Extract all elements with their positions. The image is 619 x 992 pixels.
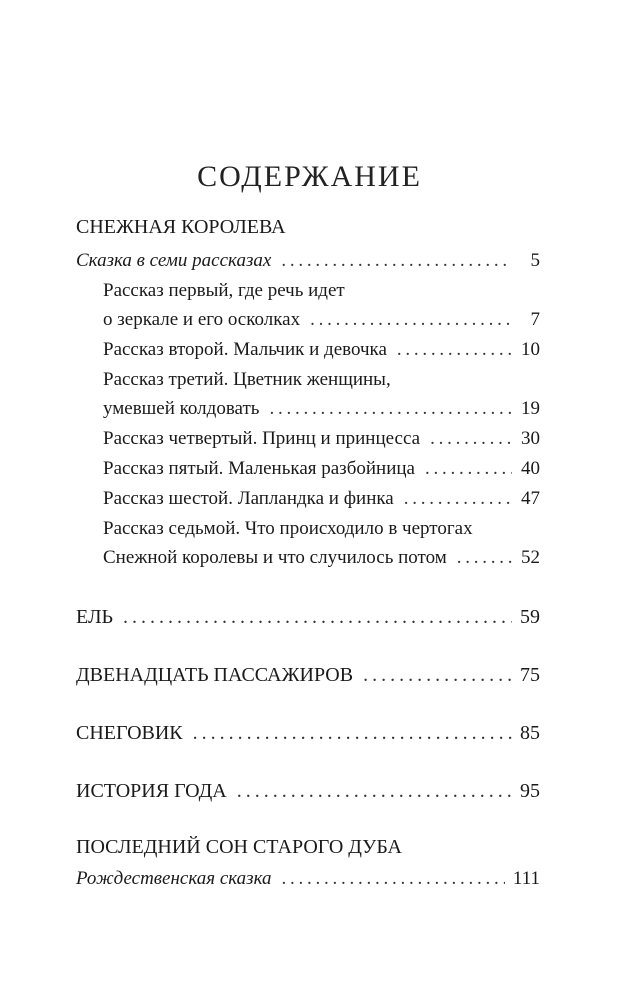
- toc-entry-snow-queen[interactable]: [76, 212, 540, 242]
- dot-leader: [269, 394, 512, 424]
- toc-entry-story-6[interactable]: [103, 484, 540, 514]
- toc-entry-last-dream-old-oak[interactable]: [76, 832, 540, 862]
- toc-entry-story-7[interactable]: [103, 514, 540, 544]
- page-number: 7: [530, 309, 540, 330]
- page-title: СОДЕРЖАНИЕ: [197, 160, 422, 194]
- toc-entry-title: ИСТОРИЯ ГОДА: [76, 780, 227, 802]
- toc-entry-title: умевшей колдовать: [103, 398, 260, 419]
- page-number: 95: [520, 780, 540, 802]
- page-number: 111: [512, 868, 540, 889]
- page-number: 10: [521, 339, 540, 360]
- toc-entry-story-3[interactable]: [103, 365, 540, 395]
- toc-entry-twelve-passengers[interactable]: [76, 660, 540, 690]
- page-number: 5: [530, 250, 540, 271]
- toc-entry-fir-tree[interactable]: [76, 602, 540, 632]
- toc-entry-story-3-cont[interactable]: [103, 394, 540, 424]
- toc-entry-title: СНЕЖНАЯ КОРОЛЕВА: [76, 216, 286, 238]
- toc-entry-title: Рождественская сказка: [76, 868, 272, 889]
- dot-leader: [404, 484, 512, 514]
- toc-entry-title: ЕЛЬ: [76, 606, 114, 628]
- page-number: 52: [521, 547, 540, 568]
- dot-leader: [397, 335, 512, 365]
- dot-leader: [457, 543, 512, 573]
- dot-leader: [193, 718, 512, 748]
- toc-entry-title: Рассказ третий. Цветник женщины,: [103, 369, 391, 390]
- toc-entry-story-1[interactable]: [103, 276, 540, 306]
- toc-entry-title: Рассказ второй. Мальчик и девочка: [103, 339, 387, 360]
- page-number: 47: [521, 488, 540, 509]
- toc-entry-title: СНЕГОВИК: [76, 722, 183, 744]
- dot-leader: [237, 776, 512, 806]
- toc-entry-title: Рассказ первый, где речь идет: [103, 280, 345, 301]
- page-number: 75: [520, 664, 540, 686]
- dot-leader: [425, 454, 512, 484]
- toc-entry-christmas-tale[interactable]: [76, 864, 540, 894]
- page-number: 30: [521, 428, 540, 449]
- dot-leader: [123, 602, 512, 632]
- toc-entry-story-1-cont[interactable]: [103, 305, 540, 335]
- dot-leader: [310, 305, 512, 335]
- toc-entry-snow-queen-subtitle[interactable]: [76, 246, 540, 276]
- toc-entry-title: ПОСЛЕДНИЙ СОН СТАРОГО ДУБА: [76, 836, 402, 858]
- page-number: 59: [520, 606, 540, 628]
- toc-entry-title: Рассказ четвертый. Принц и принцесса: [103, 428, 421, 449]
- page-number: 40: [521, 458, 540, 479]
- dot-leader: [430, 424, 512, 454]
- page-number: 85: [520, 722, 540, 744]
- toc-entry-title: Рассказ пятый. Маленькая разбойница: [103, 458, 415, 479]
- toc-entry-title: ДВЕНАДЦАТЬ ПАССАЖИРОВ: [76, 664, 354, 686]
- toc-entry-story-4[interactable]: [103, 424, 540, 454]
- toc-entry-title: Рассказ шестой. Лапландка и финка: [103, 488, 394, 509]
- dot-leader: [363, 660, 512, 690]
- toc-entry-story-2[interactable]: [103, 335, 540, 365]
- dot-leader: [281, 246, 512, 276]
- page-number: 19: [521, 398, 540, 419]
- toc-entry-title: Снежной королевы и что случилось потом: [103, 547, 447, 568]
- toc-entry-title: Рассказ седьмой. Что происходило в чертогах: [103, 518, 473, 539]
- toc-entry-story-7-cont[interactable]: [103, 543, 540, 573]
- toc-entry-story-5[interactable]: [103, 454, 540, 484]
- toc-entry-title: Сказка в семи рассказах: [76, 250, 272, 271]
- dot-leader: [282, 864, 505, 894]
- toc-entry-snowman[interactable]: [76, 718, 540, 748]
- toc-entry-story-of-year[interactable]: [76, 776, 540, 806]
- toc-entry-title: о зеркале и его осколках: [103, 309, 301, 330]
